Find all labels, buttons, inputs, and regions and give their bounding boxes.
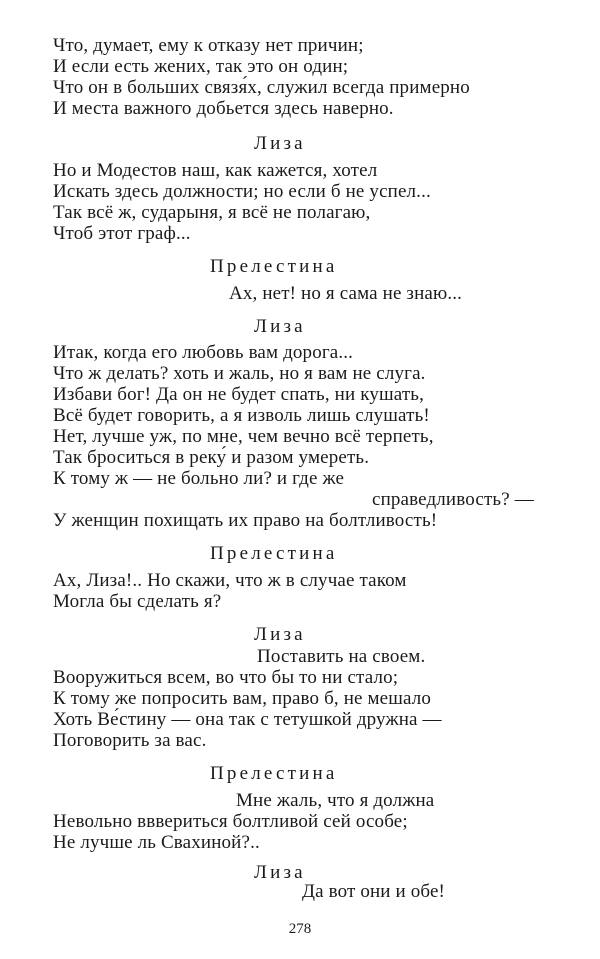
speaker-name: Лиза — [254, 133, 306, 154]
verse-line: Что, думает, ему к отказу нет причин; — [53, 35, 364, 56]
verse-line: Итак, когда его любовь вам дорога... — [53, 342, 354, 363]
verse-line: И места важного добьется здесь наверно. — [53, 98, 394, 119]
speaker-name: Лиза — [254, 316, 306, 337]
speaker-name: Прелестина — [210, 543, 338, 564]
verse-line: справедливость? — — [372, 489, 534, 510]
verse-line: Ах, нет! но я сама не знаю... — [229, 283, 463, 304]
verse-line: Поговорить за вас. — [53, 730, 207, 751]
verse-line: Чтоб этот граф... — [53, 223, 191, 244]
page-number: 278 — [288, 921, 312, 937]
speaker-name: Лиза — [254, 862, 306, 883]
verse-line: Так всё ж, сударыня, я всё не полагаю, — [53, 202, 371, 223]
verse-line: Что ж делать? хоть и жаль, но я вам не слуга. — [53, 363, 426, 384]
verse-line: Что он в больших связя́х, служил всегда примерно — [53, 77, 470, 98]
verse-line: К тому ж — не больно ли? и где же — [53, 468, 345, 489]
verse-line: Могла бы сделать я? — [53, 591, 222, 612]
verse-line: Мне жаль, что я должна — [236, 790, 435, 811]
speaker-name: Прелестина — [210, 256, 338, 277]
verse-line: Но и Модестов наш, как кажется, хотел — [53, 160, 378, 181]
verse-line: Поставить на своем. — [257, 646, 426, 667]
verse-line: И если есть жених, так это он один; — [53, 56, 349, 77]
verse-line: Хоть Ве́стину — она так с тетушкой дружна — — [53, 709, 442, 730]
verse-line: К тому же попросить вам, право б, не мешало — [53, 688, 432, 709]
verse-line: Искать здесь должности; но если б не успел... — [53, 181, 431, 202]
verse-line: Вооружиться всем, во что бы то ни стало; — [53, 667, 399, 688]
verse-line: Всё будет говорить, а я изволь лишь слушать! — [53, 405, 430, 426]
verse-line: Ах, Лиза!.. Но скажи, что ж в случае таком — [53, 570, 407, 591]
verse-line: Невольно вввериться болтливой сей особе; — [53, 811, 408, 832]
verse-line: Не лучше ль Свахиной?.. — [53, 832, 260, 853]
verse-line: Так броситься в реку́ и разом умереть. — [53, 447, 370, 468]
verse-line: Избави бог! Да он не будет спать, ни кушать, — [53, 384, 425, 405]
verse-line: Нет, лучше уж, по мне, чем вечно всё терпеть, — [53, 426, 434, 447]
speaker-name: Лиза — [254, 624, 306, 645]
speaker-name: Прелестина — [210, 763, 338, 784]
verse-line: Да вот они и обе! — [302, 881, 446, 902]
verse-line: У женщин похищать их право на болтливость! — [53, 510, 438, 531]
